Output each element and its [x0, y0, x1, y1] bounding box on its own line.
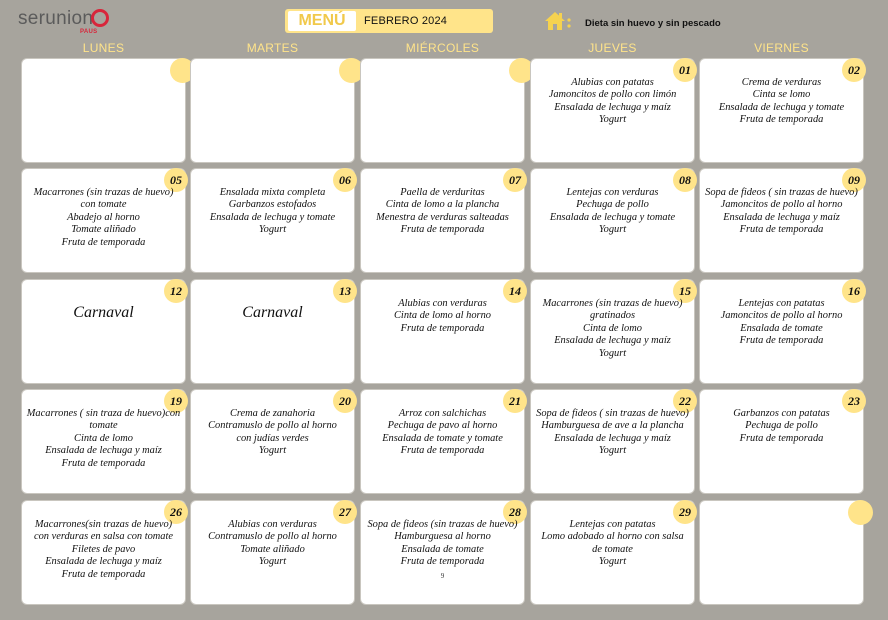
day-cell	[699, 168, 864, 273]
brand-sub: PAUS	[80, 29, 98, 35]
day-cell	[530, 58, 695, 163]
dish-item: Lomo adobado al horno con salsa	[541, 531, 684, 543]
dish-item: Pechuga de pollo	[576, 199, 649, 211]
dish-item: Yogurt	[598, 224, 627, 236]
day-number-badge: 15	[673, 279, 697, 303]
dish-item: Ensalada de lechuga y maíz	[45, 445, 162, 457]
dish-item: Yogurt	[598, 445, 627, 457]
dish-item: Lentejas con verduras	[566, 187, 659, 198]
day-cell	[530, 168, 695, 273]
dish-item: Ensalada de lechuga y maíz	[45, 556, 162, 568]
dish-item: Macarrones (sin trazas de huevo)	[542, 298, 683, 309]
day-number-badge: 14	[503, 279, 527, 303]
day-number-badge: 06	[333, 168, 357, 192]
dish-item: con verduras en salsa con tomate	[34, 531, 173, 543]
dish-list	[195, 519, 350, 569]
dish-item: Filetes de pavo	[71, 543, 136, 555]
dish-item: Fruta de temporada	[61, 568, 146, 580]
day-number-badge: 28	[503, 500, 527, 524]
day-number-badge: 16	[842, 279, 866, 303]
dish-item: con tomate	[80, 199, 127, 211]
weekday-header: VIERNES	[754, 41, 809, 55]
dish-item: Paella de verduritas	[400, 187, 485, 198]
dish-item: Ensalada mixta completa	[219, 187, 326, 198]
dish-item: Hamburguesa de ave a la plancha	[541, 420, 684, 432]
day-cell	[360, 279, 525, 384]
day-cell	[530, 389, 695, 494]
day-number-badge: 20	[333, 389, 357, 413]
dish-item: Fruta de temporada	[739, 114, 824, 126]
day-number-badge: 19	[164, 389, 188, 413]
weekday-header: JUEVES	[588, 41, 637, 55]
dish-item: Cinta de lomo al horno	[394, 310, 491, 322]
day-cell	[21, 58, 186, 163]
dish-list	[704, 408, 859, 445]
dish-item: tomate	[89, 420, 118, 432]
dish-item: Ensalada de lechuga y maíz	[554, 432, 671, 444]
dish-item: Fruta de temporada	[400, 556, 485, 568]
dish-item: Fruta de temporada	[739, 224, 824, 236]
month-label: FEBRERO 2024	[364, 15, 448, 27]
weekday-header: MARTES	[246, 41, 299, 55]
dish-item: Sopa de fideos (sin trazas de huevo)	[367, 519, 518, 530]
dish-item: Macarrones(sin trazas de huevo)	[34, 519, 173, 530]
day-cell	[360, 389, 525, 494]
day-number-badge: 07	[503, 168, 527, 192]
home-icon	[543, 10, 573, 32]
dish-item: Macarrones (sin trazas de huevo)	[33, 187, 174, 198]
dish-item: Fruta de temporada	[400, 224, 485, 236]
dish-item: Cinta de lomo	[583, 322, 642, 334]
dish-list	[365, 519, 520, 569]
weekday-header: MIÉRCOLES	[405, 41, 480, 55]
menu-title: MENÚ	[288, 11, 356, 31]
day-cell	[360, 58, 525, 163]
dish-item: gratinados	[589, 310, 636, 322]
day-number-badge	[848, 500, 873, 525]
dish-list	[195, 408, 350, 458]
day-cell	[360, 168, 525, 273]
day-cell	[699, 58, 864, 163]
dish-list	[195, 187, 350, 237]
day-number-badge: 02	[842, 58, 866, 82]
day-cell	[21, 500, 186, 605]
day-number-badge: 12	[164, 279, 188, 303]
special-day-label: Carnaval	[242, 304, 303, 321]
dish-item: de tomate	[592, 543, 633, 555]
dish-list	[535, 77, 690, 127]
dish-list	[704, 187, 859, 237]
dish-list	[704, 77, 859, 127]
day-number-badge: 05	[164, 168, 188, 192]
dish-list	[26, 187, 181, 249]
day-cell	[699, 279, 864, 384]
day-number-badge: 08	[673, 168, 697, 192]
dish-item: Jamoncitos de pollo con limón	[548, 89, 677, 101]
day-cell	[190, 279, 355, 384]
dish-item: Fruta de temporada	[739, 335, 824, 347]
dish-list	[365, 408, 520, 458]
menu-header	[285, 9, 493, 33]
dish-list	[535, 519, 690, 569]
dish-item: Pechuga de pavo al horno	[387, 420, 498, 432]
diet-label: Dieta sin huevo y sin pescado	[585, 18, 721, 29]
day-cell	[190, 389, 355, 494]
dish-item: Contramuslo de pollo al horno	[208, 420, 337, 432]
dish-item: Abadejo al horno	[67, 211, 140, 223]
dish-item: Contramuslo de pollo al horno	[208, 531, 337, 543]
dish-item: Ensalada de lechuga y tomate	[209, 211, 336, 223]
dish-item: Ensalada de lechuga y maíz	[554, 101, 671, 113]
dish-item: Fruta de temporada	[61, 236, 146, 248]
dish-item: Ensalada de lechuga y tomate	[718, 101, 845, 113]
dish-list	[26, 408, 181, 470]
dish-item: Cinta de lomo a la plancha	[385, 199, 500, 211]
dish-list	[535, 187, 690, 237]
dish-item: Macarrones ( sin traza de huevo)con	[26, 408, 181, 419]
dish-item: Yogurt	[598, 347, 627, 359]
weekday-header: LUNES	[82, 41, 125, 55]
dish-item: Menestra de verduras salteadas	[376, 211, 509, 223]
dish-list	[704, 298, 859, 348]
day-cell	[190, 168, 355, 273]
dish-item: Fruta de temporada	[61, 457, 146, 469]
dish-item: Yogurt	[598, 556, 627, 568]
dish-item: Ensalada de tomate y tomate	[382, 432, 503, 444]
day-cell	[699, 500, 864, 605]
day-cell	[360, 500, 525, 605]
day-number-badge: 01	[673, 58, 697, 82]
dish-item: Pechuga de pollo	[745, 420, 818, 432]
dish-item: Cinta de lomo	[74, 432, 133, 444]
dish-item: Garbanzos estofados	[228, 199, 317, 211]
dish-list	[535, 408, 690, 458]
day-number-badge: 09	[842, 168, 866, 192]
dish-item: Ensalada de lechuga y tomate	[549, 211, 676, 223]
dish-item: Tomate aliñado	[240, 543, 305, 555]
dish-item: Jamoncitos de pollo al horno	[720, 310, 843, 322]
day-cell	[21, 279, 186, 384]
dish-list	[365, 187, 520, 237]
serunion-logo	[18, 8, 109, 35]
dish-item: Alubias con patatas	[571, 77, 654, 88]
day-cell	[699, 389, 864, 494]
dish-item: Yogurt	[258, 224, 287, 236]
dish-item: Yogurt	[258, 556, 287, 568]
day-cell	[530, 279, 695, 384]
dish-list	[535, 298, 690, 360]
day-number-badge: 29	[673, 500, 697, 524]
dish-item: Sopa de fideos ( sin trazas de huevo)	[705, 187, 858, 198]
day-number-badge: 21	[503, 389, 527, 413]
dish-item: Ensalada de tomate	[401, 543, 484, 555]
footnote: 9	[440, 572, 445, 580]
dish-item: Arroz con salchichas	[398, 408, 487, 419]
brand-name: serunion	[18, 8, 94, 29]
dish-item: Lentejas con patatas	[569, 519, 656, 530]
dish-item: Yogurt	[258, 445, 287, 457]
day-cell	[21, 168, 186, 273]
dish-item: Alubias con verduras	[228, 519, 317, 530]
day-cell	[190, 58, 355, 163]
day-cell	[21, 389, 186, 494]
dish-item: Fruta de temporada	[739, 432, 824, 444]
dish-item: Alubias con verduras	[398, 298, 487, 309]
dish-item: Cinta se lomo	[752, 89, 811, 101]
day-number-badge: 27	[333, 500, 357, 524]
dish-item: Crema de verduras	[741, 77, 822, 88]
dish-item: Lentejas con patatas	[738, 298, 825, 309]
dish-item: Crema de zanahoria	[229, 408, 316, 419]
dish-item: Tomate aliñado	[71, 224, 136, 236]
dish-item: Ensalada de tomate	[740, 322, 823, 334]
dish-item: Jamoncitos de pollo al horno	[720, 199, 843, 211]
brand-ring-icon	[91, 9, 109, 27]
dish-item: Ensalada de lechuga y maíz	[554, 335, 671, 347]
day-number-badge: 22	[673, 389, 697, 413]
day-cell	[190, 500, 355, 605]
day-number-badge: 23	[842, 389, 866, 413]
dish-list	[365, 298, 520, 335]
special-day-label: Carnaval	[73, 304, 134, 321]
dish-item: Fruta de temporada	[400, 322, 485, 334]
dish-item: con judías verdes	[236, 432, 309, 444]
day-number-badge: 26	[164, 500, 188, 524]
dish-item: Ensalada de lechuga y maíz	[723, 211, 840, 223]
day-number-badge: 13	[333, 279, 357, 303]
dish-item: Fruta de temporada	[400, 445, 485, 457]
dish-item: Sopa de fideos ( sin trazas de huevo)	[536, 408, 689, 419]
day-cell	[530, 500, 695, 605]
dish-item: Hamburguesa al horno	[394, 531, 491, 543]
dish-item: Yogurt	[598, 114, 627, 126]
dish-item: Garbanzos con patatas	[733, 408, 830, 419]
dish-list	[26, 519, 181, 581]
